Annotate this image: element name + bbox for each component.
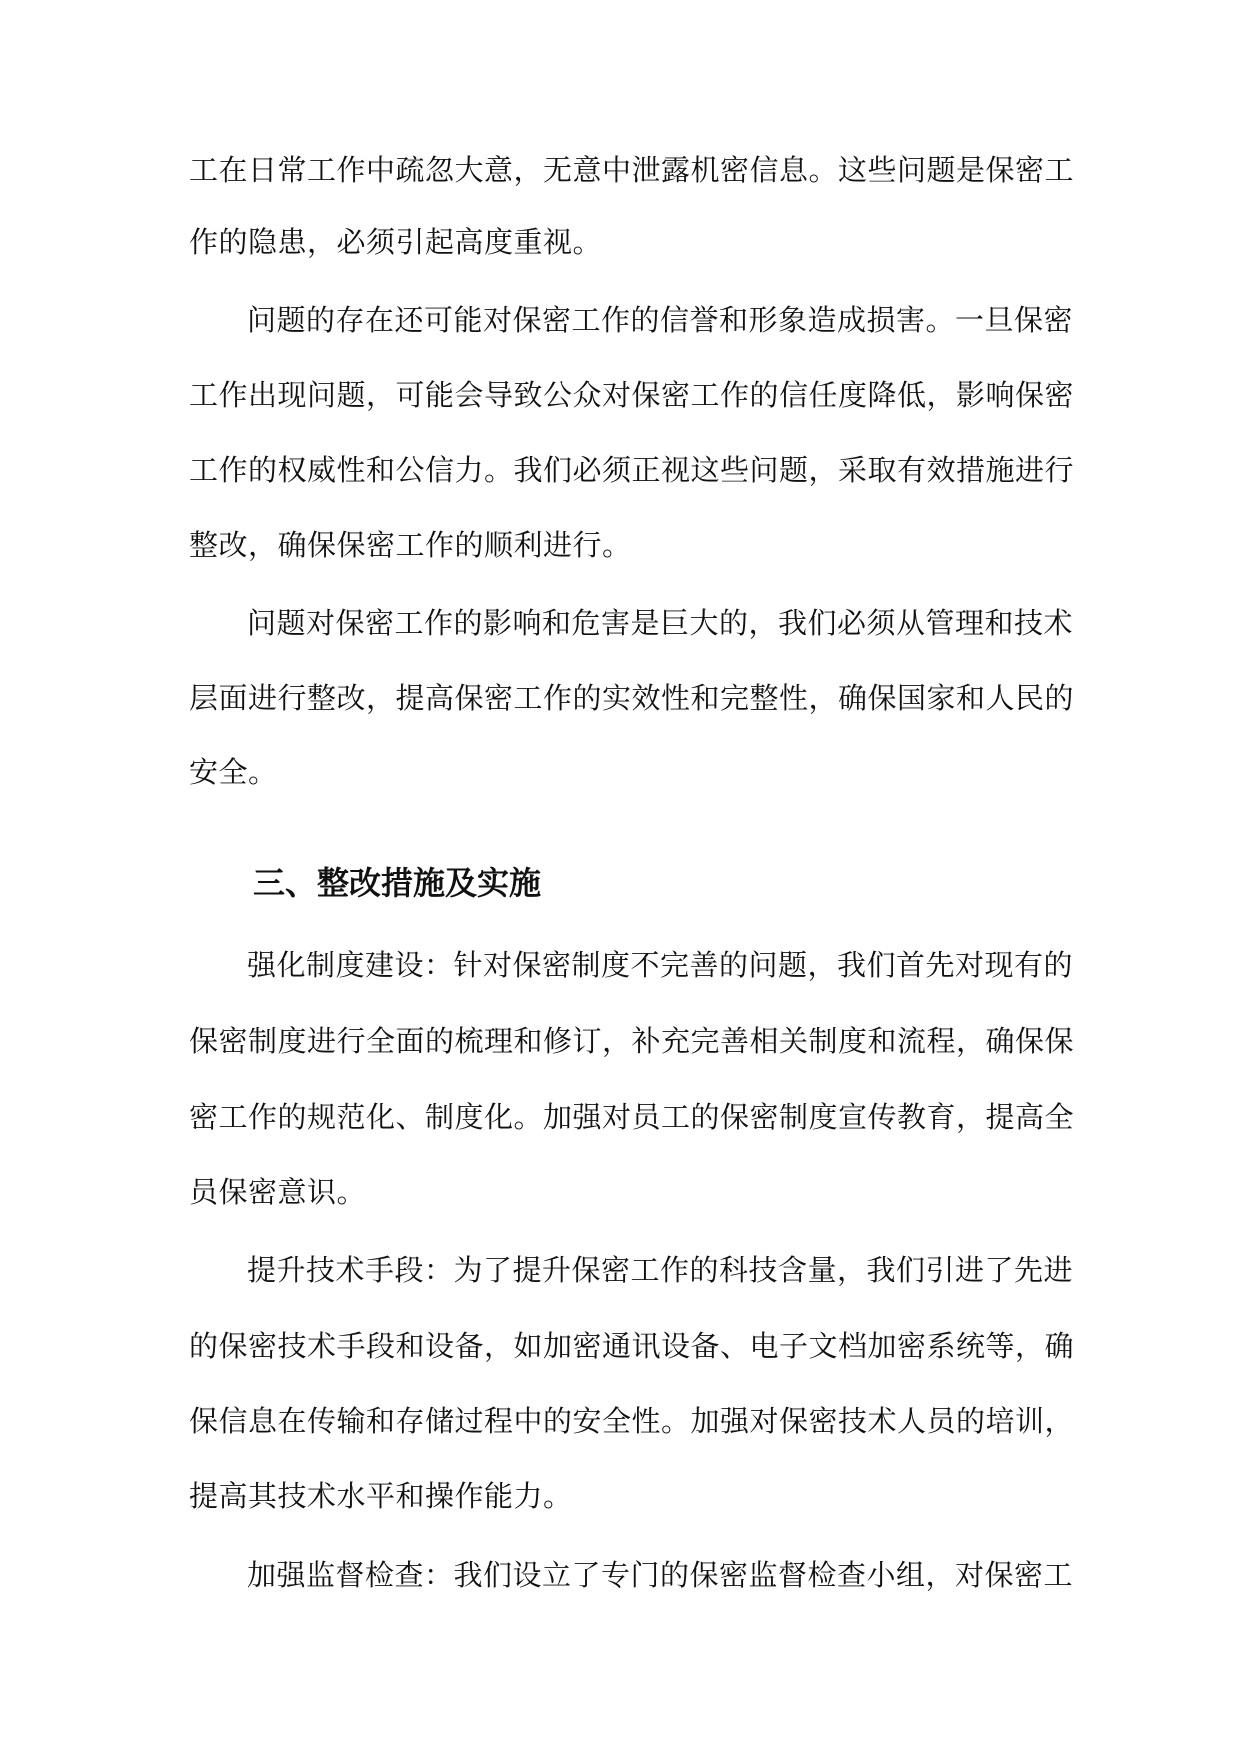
paragraph-line: 保信息在传输和存储过程中的安全性。加强对保密技术人员的培训， xyxy=(189,1404,1075,1438)
paragraph-line: 强化制度建设：针对保密制度不完善的问题，我们首先对现有的 xyxy=(247,948,1074,982)
paragraph-line: 层面进行整改，提高保密工作的实效性和完整性，确保国家和人民的 xyxy=(189,681,1075,715)
section-heading: 三、整改措施及实施 xyxy=(253,864,542,902)
paragraph-line: 安全。 xyxy=(189,755,278,789)
paragraph-line: 作的隐患，必须引起高度重视。 xyxy=(189,225,603,259)
paragraph-line: 密工作的规范化、制度化。加强对员工的保密制度宣传教育，提高全 xyxy=(189,1100,1075,1134)
paragraph-line: 保密制度进行全面的梳理和修订，补充完善相关制度和流程，确保保 xyxy=(189,1024,1075,1058)
paragraph-line: 工在日常工作中疏忽大意，无意中泄露机密信息。这些问题是保密工 xyxy=(189,153,1075,187)
paragraph-line: 问题的存在还可能对保密工作的信誉和形象造成损害。一旦保密 xyxy=(247,303,1074,337)
paragraph-line: 提高其技术水平和操作能力。 xyxy=(189,1479,573,1513)
paragraph-line: 提升技术手段：为了提升保密工作的科技含量，我们引进了先进 xyxy=(247,1253,1074,1287)
paragraph-line: 问题对保密工作的影响和危害是巨大的，我们必须从管理和技术 xyxy=(247,606,1074,640)
paragraph-line: 整改，确保保密工作的顺利进行。 xyxy=(189,528,632,562)
paragraph-line: 员保密意识。 xyxy=(189,1175,367,1209)
paragraph-line: 工作出现问题，可能会导致公众对保密工作的信任度降低，影响保密 xyxy=(189,378,1075,412)
paragraph-line: 加强监督检查：我们设立了专门的保密监督检查小组，对保密工 xyxy=(247,1558,1074,1592)
paragraph-line: 工作的权威性和公信力。我们必须正视这些问题，采取有效措施进行 xyxy=(189,453,1075,487)
paragraph-line: 的保密技术手段和设备，如加密通讯设备、电子文档加密系统等，确 xyxy=(189,1329,1075,1363)
